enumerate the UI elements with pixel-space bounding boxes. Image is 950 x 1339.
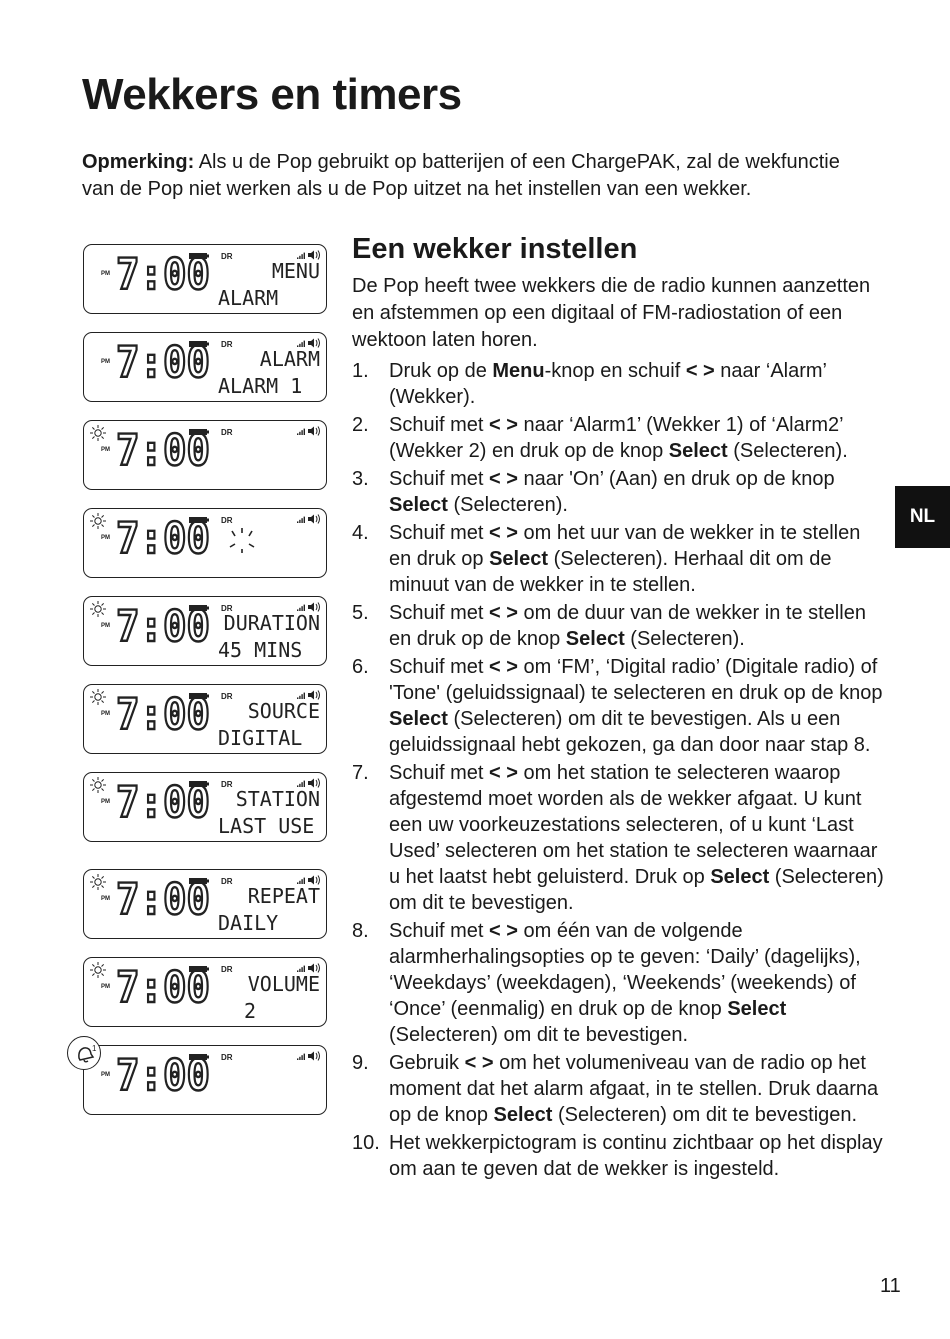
dr-indicator: DR [221, 692, 233, 701]
step-text: (Selecteren) om dit te bevestigen. [389, 866, 884, 914]
step-emphasis: Select [727, 998, 787, 1020]
step-emphasis: Select [389, 494, 448, 516]
step-text: (Selecteren). [447, 494, 568, 516]
step-emphasis: < > [489, 920, 518, 942]
lcd-display [83, 244, 327, 314]
lcd-line-1: SOURCE [247, 699, 320, 723]
lcd-time: 7:00 [116, 426, 210, 476]
lcd-display [83, 508, 327, 578]
sun-icon [90, 689, 106, 705]
pm-indicator: PM [101, 623, 110, 629]
lcd-line-1: ALARM [259, 347, 320, 371]
lcd-display [83, 1045, 327, 1115]
lcd-time: 7:00 [116, 514, 210, 564]
lcd-time: 7:00 [116, 963, 210, 1013]
dr-indicator: DR [221, 877, 233, 886]
speaker-icon [308, 427, 320, 436]
speaker-icon [308, 515, 320, 524]
step-emphasis: Select [565, 628, 625, 650]
step-text: naar ‘Alarm’ (Wekker). [389, 360, 827, 408]
lcd-line-2: LAST USE [218, 814, 315, 838]
step-text: (Selecteren). [727, 440, 848, 462]
step-text: (Selecteren) om dit te bevestigen. Als u een geluidssignaal hebt gekozen, ga dan door naar stap 8. [389, 708, 871, 756]
lcd-display [83, 596, 327, 666]
note-paragraph [82, 149, 872, 203]
lcd-line-1: DURATION [223, 611, 320, 635]
step-emphasis: < > [489, 522, 518, 544]
dr-indicator: DR [221, 252, 233, 261]
flashing-indicator [230, 528, 254, 553]
step-text: om het station te selecteren waarop afgestemd moet worden als de wekker afgaat. U kunt een uw voorkeuzestations selecteren, of u kunt ‘Last Used’ selecteren om het station te selecteren waarnaar u het laatst hebt geluisterd. Druk op [389, 762, 878, 888]
lcd-line-2: ALARM 1 [218, 374, 303, 398]
sun-icon [90, 962, 106, 978]
pm-indicator: PM [101, 535, 110, 541]
language-tab: NL [895, 486, 950, 548]
pm-indicator: PM [101, 711, 110, 717]
page-number: 11 [880, 1275, 901, 1297]
step-emphasis: Select [493, 1104, 553, 1126]
lcd-screen [84, 685, 328, 755]
step-item [352, 654, 887, 758]
step-number: 4. [352, 522, 369, 544]
step-text: -knop en schuif [544, 360, 686, 382]
step-number: 3. [352, 468, 369, 490]
lcd-screen [84, 597, 328, 667]
step-emphasis: Select [389, 708, 448, 730]
lcd-line-1: REPEAT [247, 884, 320, 908]
signal-icon [297, 1054, 305, 1060]
lcd-display [83, 772, 327, 842]
note-label: Opmerking: [82, 151, 195, 173]
step-emphasis: < > [464, 1052, 494, 1074]
dr-indicator: DR [221, 428, 233, 437]
alarm-indicator-circle [67, 1036, 101, 1070]
step-text: Schuif met [389, 522, 490, 544]
pm-indicator: PM [101, 447, 110, 453]
sun-icon [90, 874, 106, 890]
step-number: 9. [352, 1052, 369, 1074]
lcd-time: 7:00 [116, 602, 210, 652]
lcd-line-1: MENU [271, 259, 320, 283]
speaker-icon [308, 1052, 320, 1061]
sun-icon [90, 425, 106, 441]
lcd-line-1: STATION [235, 787, 320, 811]
step-item [352, 358, 887, 410]
lcd-time: 7:00 [116, 338, 210, 388]
step-text: naar ‘Alarm1’ (Wekker 1) of ‘Alarm2’ (Wekker 2) en druk op de knop [389, 414, 843, 462]
step-emphasis: < > [489, 762, 518, 784]
lcd-time: 7:00 [116, 778, 210, 828]
step-text: (Selecteren) om dit te bevestigen. [552, 1104, 858, 1126]
step-text: Gebruik [389, 1052, 465, 1074]
sun-icon [90, 777, 106, 793]
step-text: Schuif met [389, 468, 490, 490]
step-text: om ‘FM’, ‘Digital radio’ (Digitale radio) of 'Tone' (geluidssignaal) te selecteren en druk op de knop [389, 656, 883, 704]
dr-indicator: DR [221, 780, 233, 789]
step-number: 10. [352, 1132, 380, 1154]
section-intro: De Pop heeft twee wekkers die de radio kunnen aanzetten en afstemmen op een digitaal of FM-radiostation of een wektoon laten horen. [352, 275, 871, 351]
alarm-bell-icon [68, 1037, 102, 1071]
signal-icon [297, 517, 305, 523]
lcd-time: 7:00 [116, 1051, 210, 1101]
step-text: Schuif met [389, 414, 490, 436]
page-title: Wekkers en timers [82, 70, 462, 119]
step-text: Schuif met [389, 920, 490, 942]
pm-indicator: PM [101, 896, 110, 902]
sun-icon [90, 601, 106, 617]
pm-indicator: PM [101, 1072, 110, 1078]
lcd-line-2: 2 [244, 999, 257, 1023]
signal-icon [297, 429, 305, 435]
lcd-display [83, 332, 327, 402]
lcd-line-1: VOLUME [247, 972, 320, 996]
step-item [352, 1130, 887, 1182]
step-item [352, 466, 887, 518]
lcd-screen [84, 245, 328, 315]
step-number: 2. [352, 414, 369, 436]
step-text: naar 'On’ (Aan) en druk op de knop [517, 468, 835, 490]
step-text: (Selecteren). [624, 628, 745, 650]
lcd-line-2: DAILY [218, 911, 279, 935]
lcd-time: 7:00 [116, 250, 210, 300]
lcd-screen [84, 773, 328, 843]
step-emphasis: Select [668, 440, 728, 462]
lcd-line-2: DIGITAL [218, 726, 303, 750]
step-emphasis: < > [489, 656, 518, 678]
step-item [352, 760, 887, 916]
step-item [352, 600, 887, 652]
step-emphasis: Select [710, 866, 770, 888]
step-text: Druk op de [389, 360, 493, 382]
step-text: Schuif met [389, 656, 490, 678]
lcd-display [83, 420, 327, 490]
step-text: om het volumeniveau van de radio op het moment dat het alarm afgaat, in te stellen. Druk daarna op de knop [389, 1052, 879, 1126]
step-number: 5. [352, 602, 369, 624]
step-number: 7. [352, 762, 369, 784]
step-emphasis: < > [489, 414, 518, 436]
step-text: Schuif met [389, 762, 490, 784]
step-text: om de duur van de wekker in te stellen en druk op de knop [389, 602, 866, 650]
step-number: 8. [352, 920, 369, 942]
svg-text:1: 1 [92, 1044, 97, 1053]
lcd-time: 7:00 [116, 875, 210, 925]
pm-indicator: PM [101, 359, 110, 365]
step-text: Het wekkerpictogram is continu zichtbaar op het display om aan te geven dat de wekker is ingesteld. [389, 1132, 883, 1180]
pm-indicator: PM [101, 271, 110, 277]
step-emphasis: < > [489, 468, 518, 490]
dr-indicator: DR [221, 516, 233, 525]
step-emphasis: Select [489, 548, 549, 570]
sun-icon [90, 513, 106, 529]
step-emphasis: Menu [492, 360, 545, 382]
step-text: om één van de volgende alarmherhalingsopties op te geven: ‘Daily’ (dagelijks), ‘Weekdays’ (weekdagen), ‘Weekends’ (weekends) of ‘Once’ (eenmalig) en druk op de knop [389, 920, 861, 1020]
dr-indicator: DR [221, 340, 233, 349]
step-item [352, 918, 887, 1048]
lcd-screen [84, 958, 328, 1028]
step-item [352, 412, 887, 464]
step-text: Schuif met [389, 602, 490, 624]
lcd-display [83, 684, 327, 754]
lcd-display [83, 957, 327, 1027]
step-text: (Selecteren) om dit te bevestigen. [389, 1024, 689, 1046]
pm-indicator: PM [101, 984, 110, 990]
step-emphasis: < > [685, 360, 715, 382]
step-text: (Selecteren). Herhaal dit om de minuut van de wekker in te stellen. [389, 548, 832, 596]
lcd-screen [84, 1046, 328, 1116]
lcd-time: 7:00 [116, 690, 210, 740]
step-item [352, 520, 887, 598]
lcd-display [83, 869, 327, 939]
step-emphasis: < > [489, 602, 518, 624]
dr-indicator: DR [221, 604, 233, 613]
lcd-screen [84, 870, 328, 940]
note-text: Als u de Pop gebruikt op batterijen of een ChargePAK, zal de wekfunctie van de Pop niet werken als u de Pop uitzet na het instellen van een wekker. [82, 151, 840, 200]
lcd-line-2: ALARM [218, 286, 279, 310]
lcd-line-2: 45 MINS [218, 638, 303, 662]
steps-list [352, 358, 887, 1184]
lcd-screen [84, 421, 328, 491]
dr-indicator: DR [221, 1053, 233, 1062]
pm-indicator: PM [101, 799, 110, 805]
section-heading: Een wekker instellen [352, 233, 638, 265]
step-number: 6. [352, 656, 369, 678]
lcd-screen [84, 333, 328, 403]
step-number: 1. [352, 360, 369, 382]
step-item [352, 1050, 887, 1128]
lcd-screen [84, 509, 328, 579]
step-text: om het uur van de wekker in te stellen en druk op [389, 522, 861, 570]
dr-indicator: DR [221, 965, 233, 974]
